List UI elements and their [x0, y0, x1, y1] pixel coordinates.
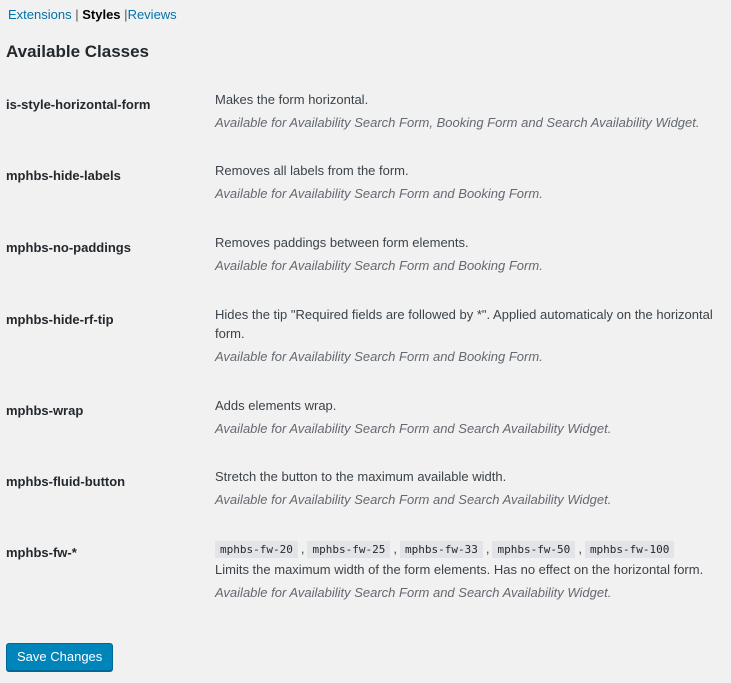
- save-changes-button[interactable]: Save Changes: [6, 643, 113, 671]
- class-availability: Available for Availability Search Form and Booking Form.: [215, 258, 543, 273]
- code-chip: mphbs-fw-33: [400, 541, 483, 558]
- class-description-block: [215, 90, 727, 132]
- code-chip: mphbs-fw-20: [215, 541, 298, 558]
- class-description: Limits the maximum width of the form elements. Has no effect on the horizontal form.: [215, 562, 704, 577]
- class-name: mphbs-no-paddings: [6, 240, 131, 255]
- class-availability: Available for Availability Search Form, Booking Form and Search Availability Widget.: [215, 115, 700, 130]
- code-chip: mphbs-fw-100: [585, 541, 674, 558]
- class-description: Stretch the button to the maximum available width.: [215, 469, 507, 484]
- code-separator: ,: [393, 541, 397, 556]
- class-name: mphbs-fw-*: [6, 545, 77, 560]
- subnav-styles-current: Styles: [82, 7, 121, 22]
- code-separator: ,: [485, 541, 490, 556]
- class-name: mphbs-wrap: [6, 403, 84, 418]
- subnav-extensions-link[interactable]: Extensions: [8, 7, 72, 22]
- subnav-separator: |: [124, 7, 128, 22]
- code-chip: mphbs-fw-50: [492, 541, 575, 558]
- class-description: Removes all labels from the form.: [215, 163, 409, 178]
- class-description: Adds elements wrap.: [215, 398, 337, 413]
- class-description: Hides the tip "Required fields are followed by *". Applied automaticaly on the horizontal form.: [215, 307, 713, 341]
- class-description-block: [215, 467, 727, 509]
- class-description: Removes paddings between form elements.: [215, 235, 469, 250]
- class-description-block: [215, 305, 727, 366]
- subnav-reviews-link[interactable]: Reviews: [127, 7, 177, 22]
- class-availability: Available for Availability Search Form and Search Availability Widget.: [215, 421, 612, 436]
- class-name: is-style-horizontal-form: [6, 97, 151, 112]
- class-availability: Available for Availability Search Form and Booking Form.: [215, 186, 543, 201]
- code-list: [215, 539, 727, 560]
- code-separator: ,: [578, 541, 582, 556]
- class-availability: Available for Availability Search Form and Search Availability Widget.: [215, 492, 612, 507]
- class-description-block: [215, 539, 727, 602]
- class-name: mphbs-fluid-button: [6, 474, 126, 489]
- class-description-block: [215, 396, 727, 438]
- subnav: [8, 6, 177, 24]
- class-description-block: [215, 161, 727, 203]
- class-name: mphbs-hide-labels: [6, 168, 121, 183]
- class-name: mphbs-hide-rf-tip: [6, 312, 114, 327]
- class-availability: Available for Availability Search Form and Search Availability Widget.: [215, 585, 612, 600]
- page-heading: Available Classes: [6, 42, 150, 61]
- code-chip: mphbs-fw-25: [307, 541, 390, 558]
- class-availability: Available for Availability Search Form and Booking Form.: [215, 349, 543, 364]
- code-separator: ,: [300, 541, 305, 556]
- class-description: Makes the form horizontal.: [215, 92, 369, 107]
- class-description-block: [215, 233, 727, 275]
- subnav-separator: |: [75, 7, 79, 22]
